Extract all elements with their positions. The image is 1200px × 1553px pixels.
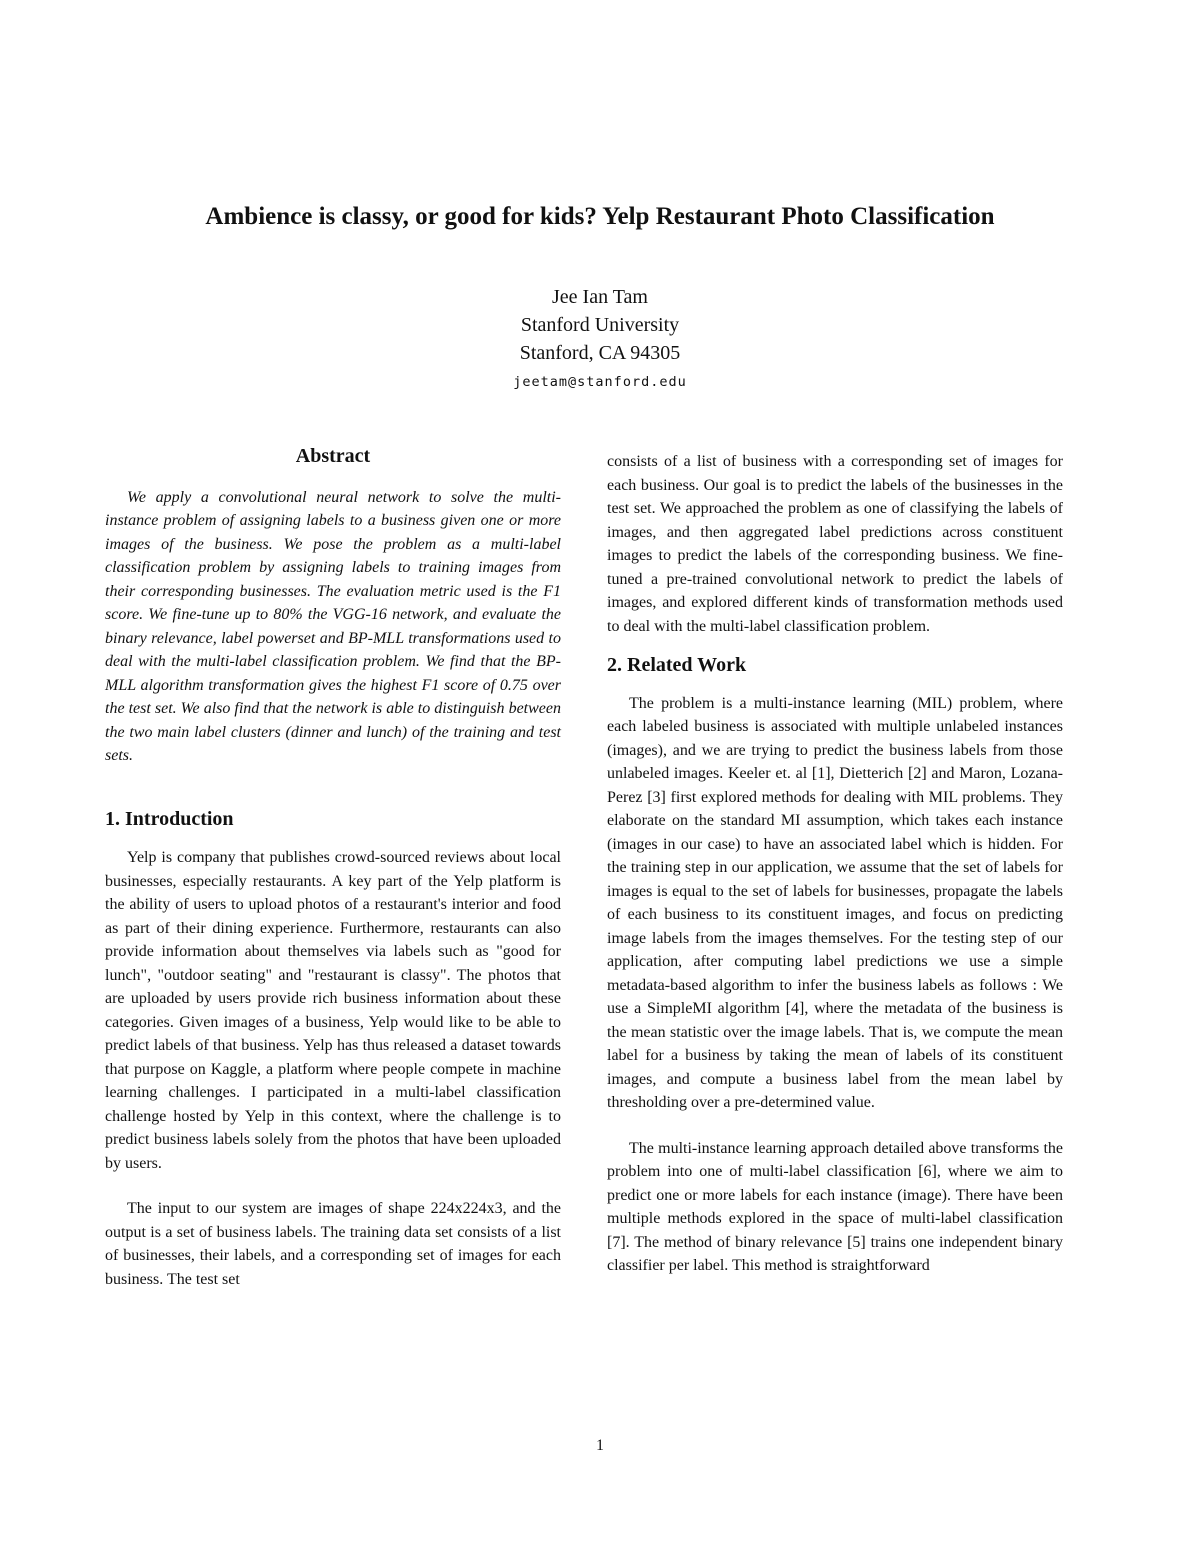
related-paragraph-1: The problem is a multi-instance learning (MIL) problem, where each labeled business is associated with multiple unlabeled instances (images), and we are trying to predict the business labels from those unlabeled images. Keeler et. al [1], Dietterich [2] and Maron, Lozana-Perez [3] first explored methods for dealing with MIL problems. They elaborate on the standard MI assumption, which takes each instance (images in our case) to have an associated label which is hidden. For the training step in our application, we assume that the set of labels for images is equal to the set of labels for businesses, propagate the labels of each business to its constituent images, and focus on predicting image labels from the images themselves. For the testing step of our application, after computing label predictions we use a simple metadata-based algorithm to infer the business labels as follows : We use a SimpleMI algorithm [4], where the metadata of the business is the mean statistic over the image labels. That is, we compute the mean label for a business by taking the mean of labels of its constituent images, and compute a business label from the mean label by thresholding over a pre-determined value. bbox=[607, 694, 1063, 1111]
intro-paragraph-1: Yelp is company that publishes crowd-sourced reviews about local businesses, especially restaurants. A key part of the Yelp platform is the ability of users to upload photos of a restaurant's interior and food as part of their dining experience. Furthermore, restaurants can also provide information about themselves via labels such as "good for lunch", "outdoor seating" and "restaurant is classy". The photos that are uploaded by users provide rich business information about these categories. Given images of a business, Yelp would like to be able to predict labels of that business. Yelp has thus released a dataset towards that purpose on Kaggle, a platform where people compete in machine learning challenges. I participated in a multi-label classification challenge hosted by Yelp in this context, where the challenge is to predict business labels solely from the photos that have been uploaded by users. bbox=[105, 849, 561, 1172]
right-column bbox=[607, 450, 1063, 1278]
paper-title: Ambience is classy, or good for kids? Yelp Restaurant Photo Classification bbox=[205, 203, 995, 230]
author-affiliation: Stanford University bbox=[520, 314, 680, 336]
page-number: 1 bbox=[596, 1437, 604, 1454]
author-name: Jee Ian Tam bbox=[552, 286, 648, 308]
section-heading-introduction: 1. Introduction bbox=[105, 807, 234, 830]
section-heading-related-work: 2. Related Work bbox=[607, 654, 747, 676]
author-email: jeetam@stanford.edu bbox=[513, 374, 687, 390]
abstract-heading: Abstract bbox=[295, 445, 371, 467]
left-column bbox=[105, 445, 561, 1291]
related-paragraph-2: The multi-instance learning approach detailed above transforms the problem into one of multi-label classification [6], where we aim to predict one or more labels for each instance (image). There have been multiple methods explored in the space of multi-label classification [7]. The method of binary relevance [5] trains one independent binary classifier per label. This method is straightforward bbox=[607, 1139, 1063, 1274]
intro-paragraph-2-continued: consists of a list of business with a corresponding set of images for each business. Our goal is to predict the labels of the businesses in the test set. We approached the problem as one of classifying the labels of images, and then aggregated label predictions across constituent images to predict the labels of the corresponding business. We fine-tuned a pre-trained convolutional network to predict the labels of images, and explored different kinds of transformation methods used to deal with the multi-label classification problem. bbox=[607, 453, 1063, 635]
author-address: Stanford, CA 94305 bbox=[519, 342, 681, 364]
author-block bbox=[0, 283, 1200, 397]
abstract-text: We apply a convolutional neural network to solve the multi-instance problem of assigning labels to a business given one or more images of the business. We pose the problem as a multi-label classification problem by assigning labels to training images from their corresponding businesses. The evaluation metric used is the F1 score. We fine-tune up to 80% the VGG-16 network, and evaluate the binary relevance, label powerset and BP-MLL transformations used to deal with the multi-label classification problem. We find that the BP-MLL algorithm transformation gives the highest F1 score of 0.75 over the test set. We also find that the network is able to distinguish between the two main label clusters (dinner and lunch) of the training and test sets. bbox=[105, 488, 561, 764]
intro-paragraph-2: The input to our system are images of shape 224x224x3, and the output is a set of business labels. The training data set consists of a list of businesses, their labels, and a corresponding set of images for each business. The test set bbox=[105, 1200, 561, 1288]
